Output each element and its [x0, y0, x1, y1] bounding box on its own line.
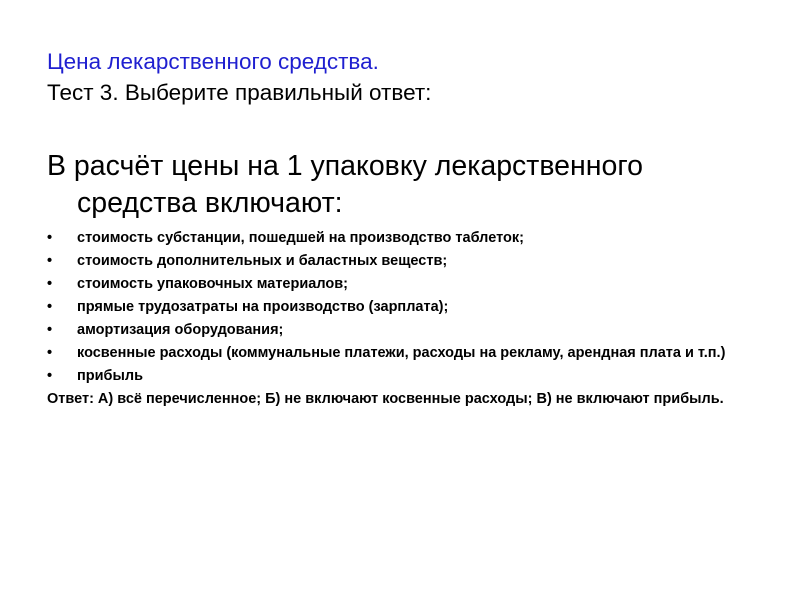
bullet-icon: • — [47, 322, 53, 338]
list-item — [47, 274, 767, 294]
list-item-text: стоимость упаковочных материалов; — [77, 276, 348, 292]
list-item-text: прямые трудозатраты на производство (зарплата); — [77, 299, 449, 315]
intro-text: В расчёт цены на 1 упаковку лекарственного средства включают: — [47, 150, 643, 219]
list-item-text: косвенные расходы (коммунальные платежи, расходы на рекламу, арендная плата и т.п.) — [77, 345, 726, 361]
list-item — [47, 320, 767, 340]
bullet-icon: • — [47, 345, 53, 361]
bullet-list — [47, 228, 767, 386]
bullet-icon: • — [47, 299, 53, 315]
slide-body — [47, 148, 767, 409]
answer-text: Ответ: А) всё перечисленное; Б) не включают косвенные расходы; В) не включают прибыль. — [47, 391, 724, 407]
title-question: Тест 3. Выберите правильный ответ: — [47, 80, 432, 105]
list-item — [47, 366, 767, 386]
list-item — [47, 228, 767, 248]
slide-title — [47, 46, 767, 108]
list-item-text: прибыль — [77, 368, 143, 384]
bullet-icon: • — [47, 368, 53, 384]
bullet-icon: • — [47, 230, 53, 246]
list-item — [47, 343, 767, 363]
title-topic: Цена лекарственного средства. — [47, 49, 379, 74]
list-item — [47, 251, 767, 271]
bullet-icon: • — [47, 276, 53, 292]
list-item-text: амортизация оборудования; — [77, 322, 284, 338]
list-item-text: стоимость субстанции, пошедшей на производство таблеток; — [77, 230, 524, 246]
bullet-icon: • — [47, 253, 53, 269]
list-item — [47, 297, 767, 317]
list-item-text: стоимость дополнительных и баластных веществ; — [77, 253, 448, 269]
